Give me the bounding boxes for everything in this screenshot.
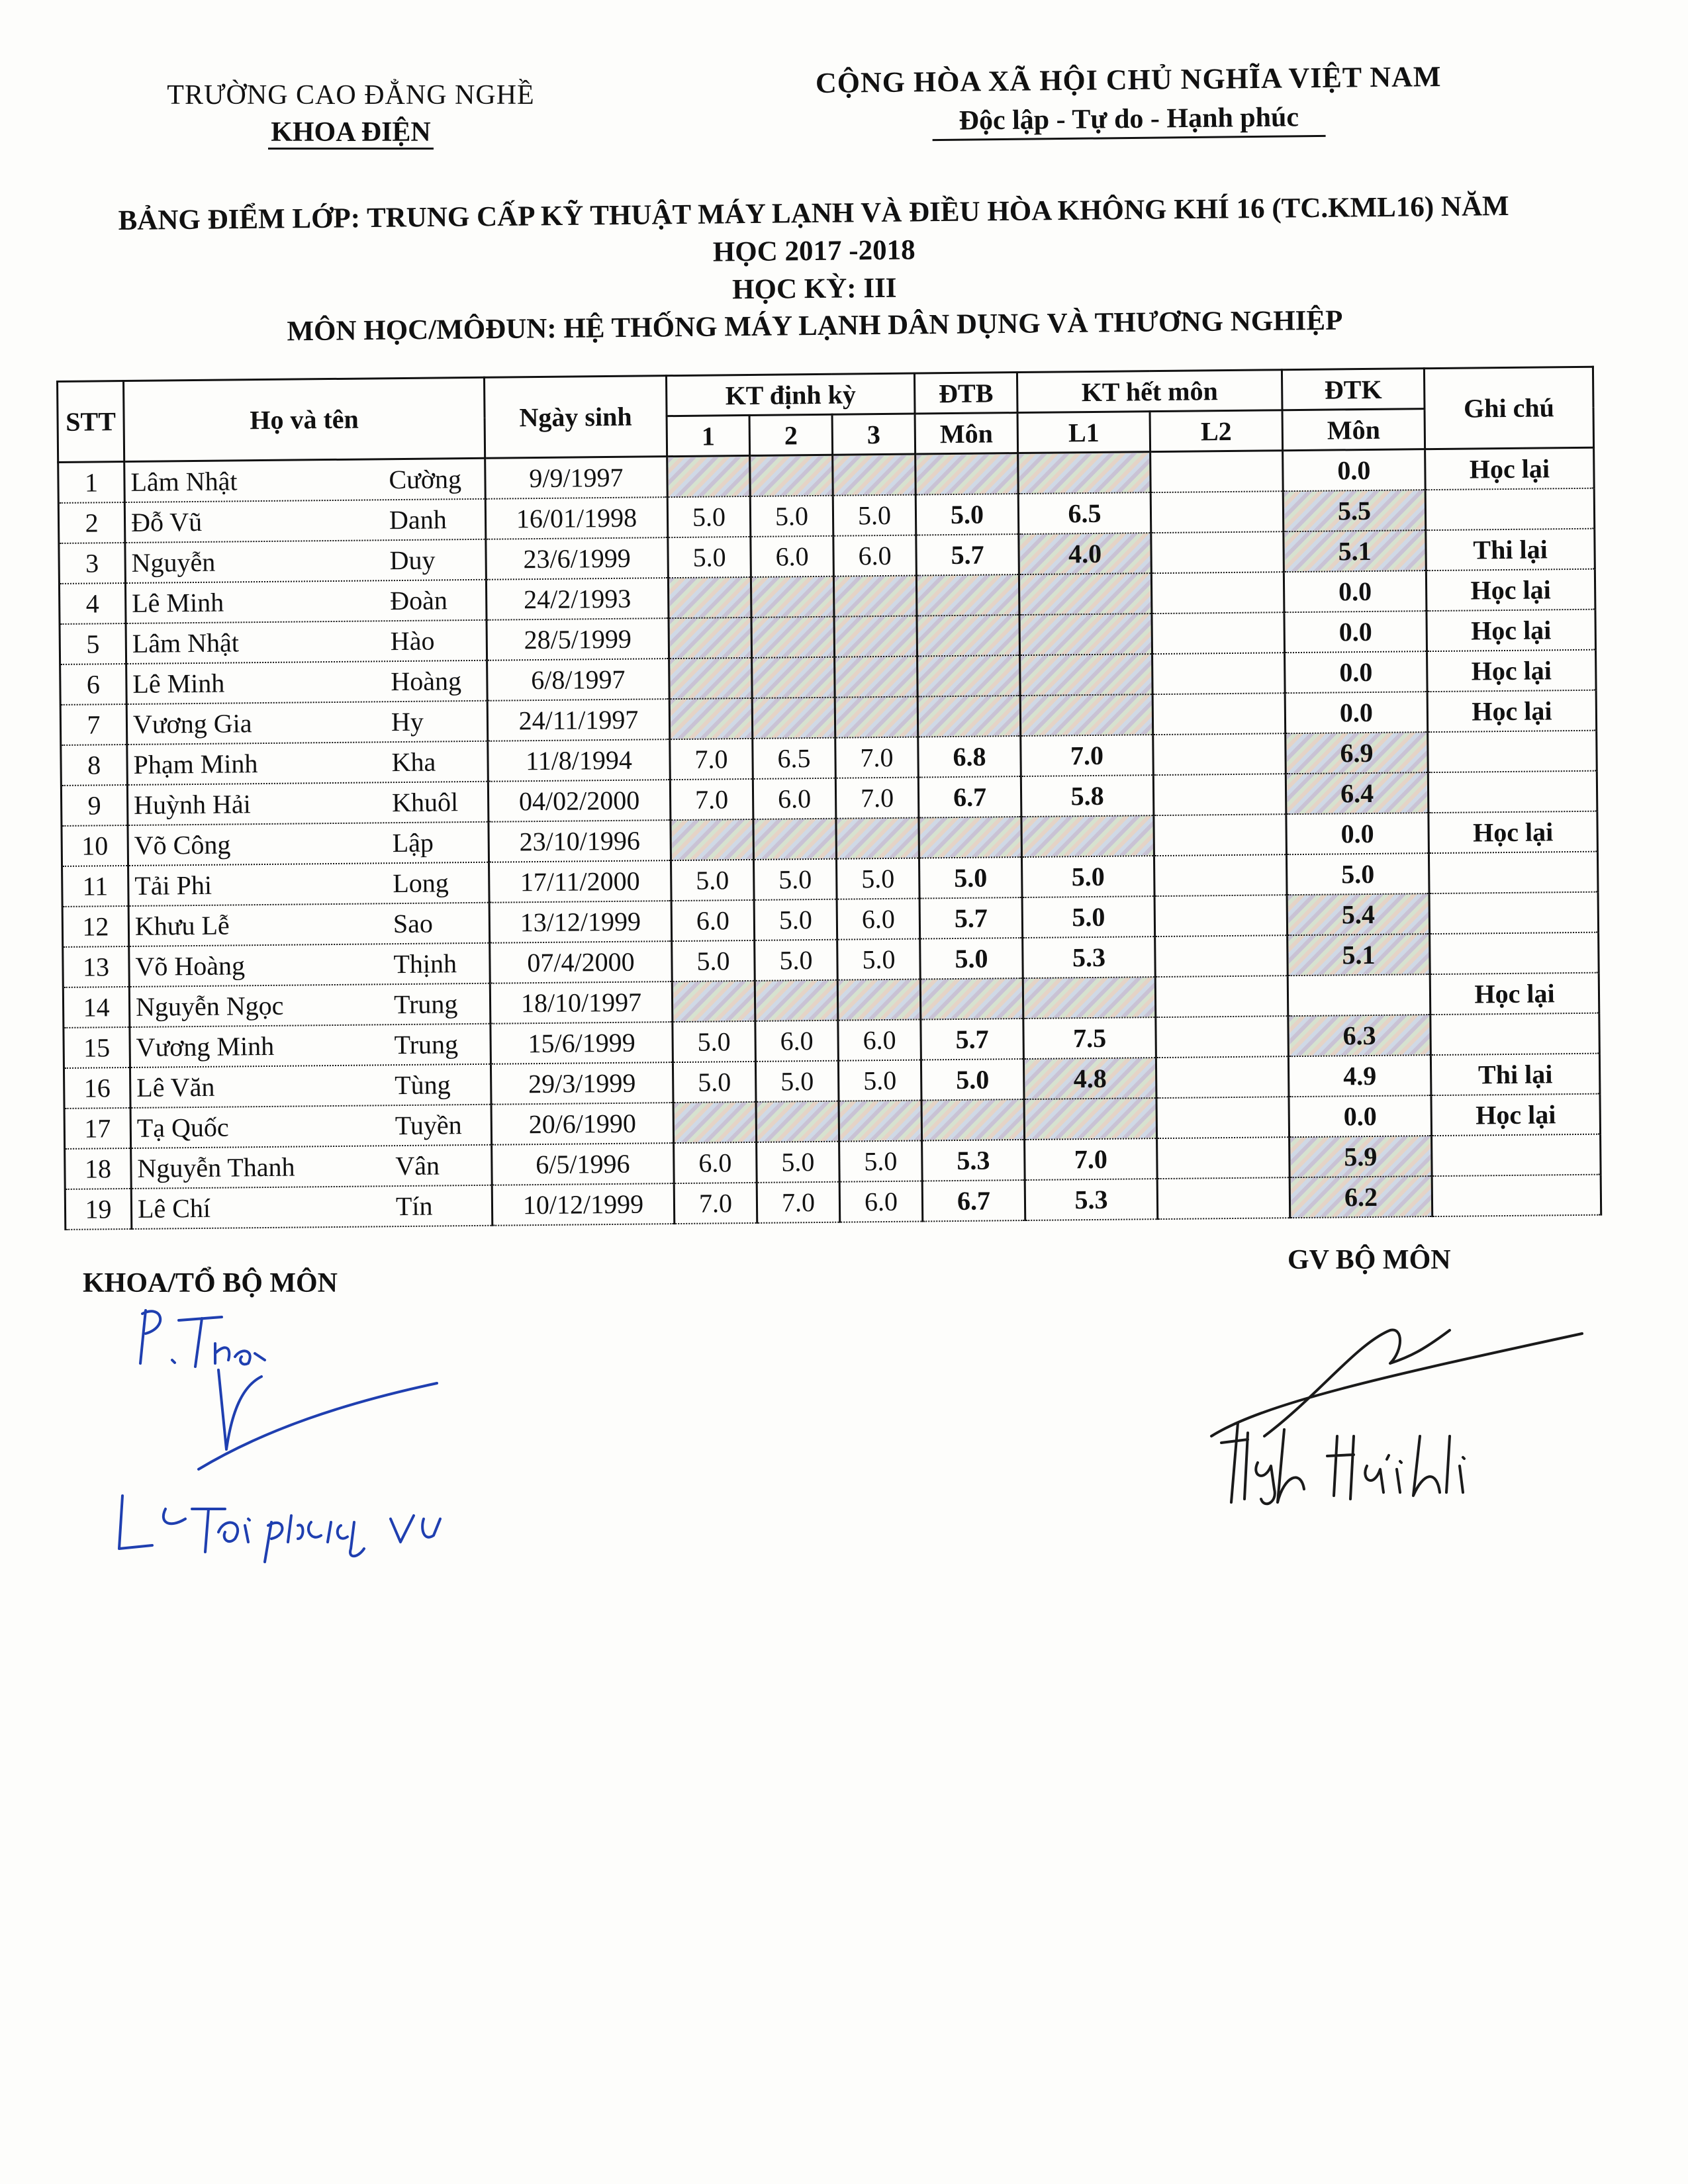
kt3-cell: 5.0 bbox=[837, 939, 921, 980]
faculty-signature-drawing bbox=[106, 1297, 516, 1575]
grade-table-body bbox=[58, 447, 1601, 1230]
last-name: Đỗ Vũ bbox=[130, 506, 203, 537]
kt3-cell: 7.0 bbox=[835, 737, 919, 778]
dtk-cell: 0.0 bbox=[1285, 692, 1428, 733]
national-header bbox=[780, 60, 1476, 139]
kt2-cell bbox=[751, 617, 835, 658]
l2-cell bbox=[1150, 491, 1284, 533]
kt1-cell bbox=[668, 577, 751, 618]
name-cell bbox=[126, 620, 487, 664]
kt1-cell bbox=[669, 617, 752, 659]
teacher-signature-title: GV BỘ MÔN bbox=[1288, 1245, 1451, 1275]
title-line-1: BẢNG ĐIỂM LỚP: TRUNG CẤP KỸ THUẬT MÁY LẠNH VÀ ĐIỀU HÒA KHÔNG KHÍ 16 (TC.KML16) NĂM bbox=[118, 191, 1509, 237]
dtk-cell: 5.9 bbox=[1289, 1136, 1432, 1177]
header-kt-3: 3 bbox=[832, 414, 915, 455]
l1-cell: 5.0 bbox=[1022, 896, 1155, 938]
kt1-cell: 7.0 bbox=[670, 779, 753, 820]
last-name: Phạm Minh bbox=[133, 749, 258, 780]
dob-cell: 9/9/1997 bbox=[485, 457, 668, 499]
kt2-cell: 7.0 bbox=[757, 1182, 840, 1223]
last-name: Lâm Nhật bbox=[130, 466, 238, 497]
last-name: Võ Hoàng bbox=[135, 950, 246, 981]
kt3-cell: 5.0 bbox=[839, 1141, 923, 1182]
name-cell bbox=[128, 822, 489, 866]
dtk-cell: 0.0 bbox=[1284, 570, 1427, 612]
name-cell bbox=[126, 660, 488, 704]
kt2-cell: 6.0 bbox=[753, 778, 836, 819]
kt1-cell bbox=[669, 658, 753, 699]
last-name: Nguyễn bbox=[131, 547, 216, 578]
last-name: Lê Minh bbox=[132, 668, 225, 699]
kt3-cell bbox=[834, 616, 917, 657]
dtb-cell: 5.0 bbox=[915, 494, 1019, 535]
dtb-cell bbox=[917, 615, 1020, 656]
stt-cell: 11 bbox=[62, 866, 129, 907]
name-cell bbox=[125, 539, 487, 583]
note-cell: Học lại bbox=[1427, 690, 1597, 732]
dtk-cell: 6.3 bbox=[1288, 1015, 1431, 1056]
kt2-cell bbox=[752, 657, 835, 698]
name-cell bbox=[127, 782, 489, 825]
republic-name: CỘNG HÒA XÃ HỘI CHỦ NGHĨA VIỆT NAM bbox=[815, 60, 1442, 99]
dtk-cell: 5.5 bbox=[1283, 490, 1426, 531]
l1-cell bbox=[1018, 452, 1151, 494]
dob-cell: 18/10/1997 bbox=[490, 981, 673, 1024]
dob-cell: 29/3/1999 bbox=[491, 1062, 673, 1105]
kt1-cell: 5.0 bbox=[667, 496, 751, 537]
l2-cell bbox=[1153, 733, 1286, 775]
last-name: Huỳnh Hải bbox=[133, 789, 252, 820]
dob-cell: 16/01/1998 bbox=[485, 497, 668, 539]
note-cell: Học lại bbox=[1427, 650, 1597, 692]
l2-cell bbox=[1156, 1016, 1289, 1058]
dtk-cell: 6.2 bbox=[1289, 1176, 1432, 1218]
faculty-signature-title: KHOA/TỔ BỘ MÔN bbox=[83, 1268, 338, 1298]
header-note: Ghi chú bbox=[1424, 367, 1593, 449]
stt-cell: 6 bbox=[60, 664, 127, 705]
kt2-cell: 5.0 bbox=[755, 940, 838, 981]
kt1-cell bbox=[673, 1102, 757, 1143]
dtb-cell bbox=[916, 574, 1019, 615]
dtk-cell: 5.0 bbox=[1286, 853, 1429, 895]
dtb-cell: 5.3 bbox=[922, 1140, 1025, 1181]
national-motto: Độc lập - Tự do - Hạnh phúc bbox=[932, 102, 1325, 141]
dtb-cell: 6.7 bbox=[922, 1180, 1025, 1221]
dtk-cell: 6.4 bbox=[1286, 772, 1429, 814]
kt3-cell: 5.0 bbox=[838, 1060, 921, 1101]
dtb-cell bbox=[917, 655, 1021, 696]
note-cell bbox=[1430, 1013, 1600, 1055]
kt3-cell: 6.0 bbox=[837, 899, 920, 940]
name-cell bbox=[129, 983, 491, 1027]
stt-cell: 13 bbox=[63, 946, 130, 987]
teacher-signature bbox=[1185, 1304, 1615, 1542]
first-name: Long bbox=[393, 868, 449, 899]
header-stt: STT bbox=[58, 381, 124, 463]
l1-cell: 5.3 bbox=[1023, 936, 1156, 978]
dtb-cell: 6.8 bbox=[918, 736, 1021, 777]
name-cell bbox=[128, 903, 490, 946]
stt-cell: 2 bbox=[58, 502, 125, 543]
l2-cell bbox=[1156, 1056, 1289, 1098]
school-name: TRƯỜNG CAO ĐẲNG NGHỀ bbox=[167, 80, 535, 111]
kt2-cell: 6.0 bbox=[755, 1021, 839, 1062]
kt2-cell bbox=[755, 980, 838, 1021]
l2-cell bbox=[1151, 572, 1284, 614]
dob-cell: 6/5/1996 bbox=[492, 1143, 675, 1185]
note-cell bbox=[1429, 892, 1599, 934]
kt2-cell bbox=[751, 576, 834, 617]
dob-cell: 10/12/1999 bbox=[492, 1183, 675, 1226]
header-dtb-mon: Môn bbox=[915, 413, 1018, 454]
l1-cell: 5.3 bbox=[1025, 1179, 1158, 1220]
dtb-cell bbox=[917, 696, 1021, 737]
kt1-cell: 6.0 bbox=[674, 1142, 757, 1183]
grade-table-header bbox=[58, 367, 1594, 462]
kt2-cell: 5.0 bbox=[757, 1142, 840, 1183]
name-cell bbox=[130, 1024, 491, 1068]
stt-cell: 17 bbox=[64, 1108, 131, 1149]
dtb-cell: 5.0 bbox=[920, 938, 1023, 979]
faculty-name: KHOA ĐIỆN bbox=[268, 117, 434, 150]
last-name: Vương Minh bbox=[136, 1030, 275, 1062]
note-cell: Học lại bbox=[1427, 610, 1596, 651]
dob-cell: 23/6/1999 bbox=[486, 537, 669, 580]
l2-cell bbox=[1157, 1177, 1290, 1219]
dob-cell: 07/4/2000 bbox=[490, 941, 673, 983]
header-l1: L1 bbox=[1017, 412, 1150, 453]
kt1-cell bbox=[672, 981, 755, 1022]
stt-cell: 19 bbox=[65, 1189, 132, 1230]
last-name: Lê Chí bbox=[137, 1193, 211, 1224]
dob-cell: 20/6/1990 bbox=[491, 1103, 674, 1145]
l1-cell bbox=[1019, 573, 1152, 615]
first-name: Hy bbox=[391, 706, 424, 737]
kt2-cell bbox=[752, 698, 835, 739]
note-cell: Học lại bbox=[1425, 447, 1595, 490]
faculty-signature bbox=[106, 1297, 516, 1575]
header-kt-dinh-ky: KT định kỳ bbox=[666, 373, 915, 416]
kt2-cell bbox=[750, 455, 833, 496]
dob-cell: 23/10/1996 bbox=[489, 820, 671, 862]
l2-cell bbox=[1152, 693, 1286, 735]
kt1-cell: 5.0 bbox=[673, 1021, 756, 1062]
last-name: Tạ Quốc bbox=[136, 1112, 229, 1143]
kt2-cell: 5.0 bbox=[753, 859, 837, 900]
name-cell bbox=[124, 458, 486, 502]
l2-cell bbox=[1154, 895, 1288, 936]
kt3-cell: 5.0 bbox=[836, 858, 919, 899]
first-name: Đoàn bbox=[390, 585, 448, 616]
stt-cell: 7 bbox=[60, 704, 127, 745]
kt2-cell: 5.0 bbox=[750, 496, 833, 537]
last-name: Võ Công bbox=[134, 829, 231, 860]
kt1-cell: 6.0 bbox=[671, 900, 755, 941]
dob-cell: 13/12/1999 bbox=[489, 901, 672, 943]
l2-cell bbox=[1150, 451, 1284, 492]
stt-cell: 1 bbox=[58, 462, 125, 503]
l1-cell: 6.5 bbox=[1018, 492, 1151, 534]
dob-cell: 11/8/1994 bbox=[488, 739, 671, 782]
dtb-cell: 5.7 bbox=[919, 897, 1023, 938]
l1-cell: 4.0 bbox=[1019, 533, 1152, 574]
title-line-4: MÔN HỌC/MÔĐUN: HỆ THỐNG MÁY LẠNH DÂN DỤNG VÀ THƯƠNG NGHIỆP bbox=[287, 304, 1343, 347]
l2-cell bbox=[1155, 935, 1288, 977]
l1-cell: 5.8 bbox=[1021, 775, 1154, 817]
kt3-cell bbox=[835, 697, 918, 738]
header-dtb: ĐTB bbox=[914, 373, 1017, 414]
grade-table bbox=[56, 366, 1602, 1230]
l2-cell bbox=[1151, 531, 1284, 573]
l2-cell bbox=[1157, 1137, 1290, 1179]
header-l2: L2 bbox=[1150, 410, 1283, 452]
header-dtk: ĐTK bbox=[1282, 369, 1425, 410]
dtk-cell: 5.1 bbox=[1284, 530, 1427, 572]
dtb-cell: 5.0 bbox=[921, 1059, 1024, 1100]
l2-cell bbox=[1152, 612, 1285, 654]
l1-cell: 4.8 bbox=[1023, 1058, 1156, 1099]
dob-cell: 24/11/1997 bbox=[487, 699, 670, 741]
stt-cell: 16 bbox=[64, 1068, 130, 1109]
kt1-cell: 5.0 bbox=[668, 537, 751, 578]
first-name: Duy bbox=[389, 545, 436, 576]
kt1-cell bbox=[669, 698, 753, 739]
kt3-cell: 6.0 bbox=[838, 1020, 921, 1061]
dob-cell: 24/2/1993 bbox=[486, 578, 669, 620]
name-cell bbox=[130, 1105, 492, 1148]
kt2-cell: 6.0 bbox=[751, 536, 834, 577]
note-cell bbox=[1430, 933, 1599, 974]
header-dtk-mon: Môn bbox=[1282, 409, 1425, 451]
dob-cell: 6/8/1997 bbox=[487, 659, 670, 701]
first-name: Kha bbox=[391, 747, 436, 778]
first-name: Trung bbox=[394, 1029, 459, 1060]
dtk-cell: 4.9 bbox=[1288, 1055, 1431, 1097]
name-cell bbox=[129, 943, 491, 987]
first-name: Tuyền bbox=[395, 1110, 462, 1141]
kt3-cell bbox=[835, 657, 918, 698]
first-name: Sao bbox=[393, 908, 434, 939]
first-name: Vân bbox=[395, 1150, 440, 1181]
kt2-cell bbox=[753, 819, 837, 860]
kt1-cell bbox=[671, 819, 754, 860]
kt1-cell: 5.0 bbox=[672, 940, 755, 981]
l1-cell bbox=[1020, 654, 1153, 696]
kt3-cell: 7.0 bbox=[835, 778, 919, 819]
first-name: Khuôl bbox=[391, 787, 459, 818]
last-name: Lê Minh bbox=[132, 587, 224, 618]
dtk-cell: 0.0 bbox=[1285, 651, 1428, 693]
header-name: Họ và tên bbox=[124, 377, 485, 461]
note-cell: Học lại bbox=[1426, 569, 1595, 611]
name-cell bbox=[131, 1145, 492, 1189]
kt1-cell: 5.0 bbox=[671, 860, 755, 901]
dob-cell: 17/11/2000 bbox=[489, 860, 672, 903]
note-cell bbox=[1432, 1134, 1601, 1176]
first-name: Lập bbox=[392, 827, 434, 858]
note-cell: Học lại bbox=[1431, 1094, 1601, 1136]
stt-cell: 3 bbox=[59, 543, 126, 584]
name-cell bbox=[131, 1185, 492, 1229]
header-kt-1: 1 bbox=[667, 415, 750, 456]
kt3-cell bbox=[833, 454, 916, 496]
kt2-cell bbox=[756, 1101, 839, 1142]
dtk-cell: 0.0 bbox=[1289, 1095, 1432, 1137]
last-name: Nguyễn Thanh bbox=[137, 1152, 295, 1183]
dtk-cell: 6.9 bbox=[1286, 732, 1429, 774]
note-cell: Học lại bbox=[1430, 973, 1599, 1015]
stt-cell: 18 bbox=[65, 1148, 132, 1189]
kt3-cell bbox=[839, 1101, 922, 1142]
document-title bbox=[52, 187, 1576, 353]
name-cell bbox=[126, 701, 488, 745]
last-name: Lê Văn bbox=[136, 1071, 215, 1103]
name-cell bbox=[130, 1064, 491, 1108]
l2-cell bbox=[1152, 653, 1286, 694]
l1-cell bbox=[1021, 815, 1154, 857]
dob-cell: 04/02/2000 bbox=[488, 780, 671, 822]
l2-cell bbox=[1153, 774, 1286, 815]
dob-cell: 28/5/1999 bbox=[487, 618, 669, 660]
l1-cell: 7.0 bbox=[1021, 735, 1154, 776]
dtb-cell bbox=[921, 1099, 1025, 1140]
name-cell bbox=[127, 741, 489, 785]
l2-cell bbox=[1154, 814, 1287, 856]
last-name: Nguyễn Ngọc bbox=[135, 990, 284, 1022]
kt3-cell bbox=[836, 818, 919, 859]
note-cell bbox=[1432, 1175, 1601, 1216]
l1-cell: 5.0 bbox=[1021, 856, 1154, 897]
first-name: Tùng bbox=[395, 1069, 451, 1101]
dob-cell: 15/6/1999 bbox=[491, 1022, 673, 1064]
dtb-cell: 5.7 bbox=[916, 534, 1019, 575]
l2-cell bbox=[1154, 854, 1287, 896]
l1-cell bbox=[1020, 694, 1153, 736]
dtb-cell bbox=[920, 978, 1023, 1019]
kt2-cell: 5.0 bbox=[755, 1061, 839, 1102]
l2-cell bbox=[1155, 976, 1288, 1017]
l1-cell: 7.0 bbox=[1025, 1138, 1158, 1180]
dtk-cell: 0.0 bbox=[1283, 449, 1426, 492]
last-name: Tải Phi bbox=[134, 870, 212, 901]
dtb-cell bbox=[915, 453, 1019, 495]
kt1-cell: 5.0 bbox=[673, 1062, 756, 1103]
last-name: Khưu Lễ bbox=[134, 910, 230, 941]
note-cell: Thi lại bbox=[1426, 529, 1595, 570]
kt2-cell: 6.5 bbox=[753, 738, 836, 779]
name-cell bbox=[128, 862, 490, 906]
note-cell bbox=[1425, 488, 1595, 530]
last-name: Lâm Nhật bbox=[132, 627, 240, 659]
title-line-2: HỌC 2017 -2018 bbox=[712, 234, 915, 268]
kt1-cell: 7.0 bbox=[670, 739, 753, 780]
dtb-cell: 5.0 bbox=[919, 857, 1023, 898]
teacher-signature-drawing bbox=[1185, 1304, 1615, 1542]
school-header bbox=[119, 79, 583, 148]
dtb-cell: 5.7 bbox=[921, 1019, 1024, 1060]
first-name: Thịnh bbox=[393, 948, 457, 979]
l1-cell: 7.5 bbox=[1023, 1017, 1156, 1059]
kt1-cell: 7.0 bbox=[674, 1183, 757, 1224]
title-line-3: HỌC KỲ: III bbox=[731, 272, 897, 305]
first-name: Hoàng bbox=[391, 666, 462, 697]
stt-cell: 5 bbox=[60, 623, 126, 664]
last-name: Vương Gia bbox=[132, 708, 252, 739]
dtk-cell: 5.4 bbox=[1287, 893, 1430, 935]
stt-cell: 14 bbox=[63, 987, 130, 1028]
kt3-cell bbox=[833, 576, 917, 617]
stt-cell: 8 bbox=[61, 745, 128, 786]
stt-cell: 15 bbox=[64, 1027, 130, 1068]
dtb-cell bbox=[919, 817, 1022, 858]
stt-cell: 4 bbox=[59, 583, 126, 624]
stt-cell: 9 bbox=[61, 785, 128, 826]
kt3-cell: 5.0 bbox=[833, 495, 916, 536]
header-kt-2: 2 bbox=[749, 414, 833, 455]
dtk-cell: 0.0 bbox=[1284, 611, 1427, 653]
header-dob: Ngày sinh bbox=[484, 376, 667, 459]
kt1-cell bbox=[667, 455, 751, 497]
stt-cell: 10 bbox=[62, 825, 128, 866]
kt3-cell: 6.0 bbox=[833, 535, 917, 576]
name-cell bbox=[124, 499, 486, 543]
kt3-cell bbox=[837, 979, 921, 1021]
kt3-cell: 6.0 bbox=[839, 1181, 923, 1222]
dtk-cell: 0.0 bbox=[1286, 813, 1429, 854]
first-name: Cường bbox=[389, 464, 462, 495]
note-cell bbox=[1428, 731, 1597, 772]
dtk-cell bbox=[1288, 974, 1430, 1016]
dtb-cell: 6.7 bbox=[918, 776, 1021, 817]
stt-cell: 12 bbox=[62, 906, 129, 947]
first-name: Tín bbox=[395, 1191, 433, 1222]
note-cell bbox=[1429, 852, 1598, 893]
note-cell: Thi lại bbox=[1430, 1054, 1600, 1095]
note-cell bbox=[1428, 771, 1597, 813]
first-name: Hào bbox=[390, 625, 435, 657]
header-kt-het-mon: KT hết môn bbox=[1017, 370, 1282, 413]
dtk-cell: 5.1 bbox=[1288, 934, 1430, 976]
name-cell bbox=[125, 580, 487, 623]
l1-cell bbox=[1019, 614, 1152, 655]
l1-cell bbox=[1024, 1098, 1157, 1140]
l1-cell bbox=[1023, 977, 1156, 1019]
note-cell: Học lại bbox=[1429, 811, 1598, 853]
first-name: Trung bbox=[393, 989, 458, 1020]
first-name: Danh bbox=[389, 504, 447, 535]
kt2-cell: 5.0 bbox=[754, 899, 837, 940]
l2-cell bbox=[1156, 1097, 1289, 1138]
